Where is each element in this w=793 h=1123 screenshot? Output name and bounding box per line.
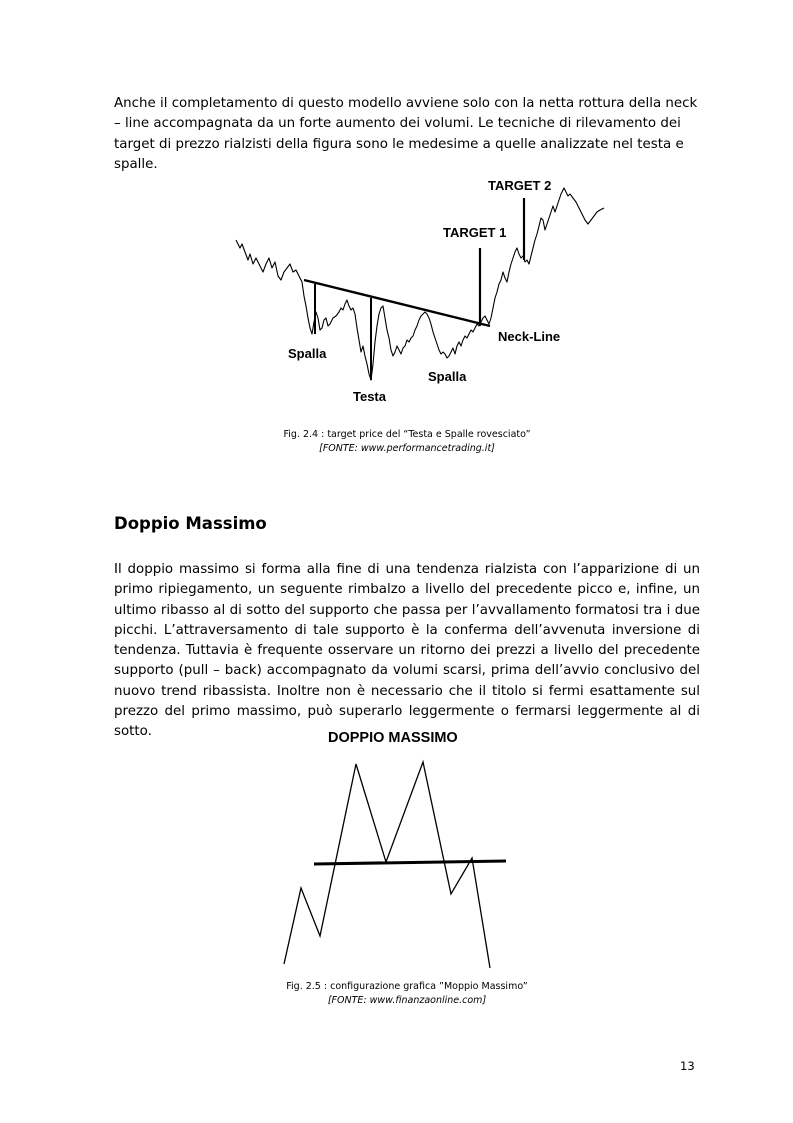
target2-label: TARGET 2 [488, 178, 552, 193]
figure2-caption-text: Fig. 2.5 : configurazione grafica ”Moppio Massimo” [286, 981, 528, 992]
support-line [314, 861, 506, 864]
page-number: 13 [680, 1059, 695, 1073]
paragraph-doppio-massimo: Il doppio massimo si forma alla fine di una tendenza rialzista con l’apparizione di un primo ripiegamento, un seguente rimbalzo a livello del precedente picco e, infine, un ultimo ribasso al di sotto del supporto che passa per l’avvallamento formatosi tra i due picchi. L’attraversamento di tale supporto è la conferma dell’avvenuta inversione di tendenza. Tuttavia è frequente osservare un ritorno dei prezzi a livello del precedente supporto (pull – back) accompagnato da volumi scarsi, prima dell’avvio conclusivo del nuovo trend ribassista. Inoltre non è necessario che il titolo si fermi esattamente sul prezzo del primo massimo, può superarlo leggermente o fermarsi leggermente al di sotto. [114, 562, 700, 740]
figure2-caption [114, 980, 700, 1007]
spalla-left-label: Spalla [288, 346, 327, 361]
figure1-caption-text: Fig. 2.4 : target price del “Testa e Spalle rovesciato” [283, 429, 531, 440]
figure1-source: [FONTE: www.performancetrading.it] [319, 442, 495, 454]
neckline-label: Neck-Line [498, 329, 561, 344]
inverse-head-shoulders-chart [228, 168, 612, 410]
figure1-caption [114, 428, 700, 455]
double-top-title: DOPPIO MASSIMO [328, 730, 458, 746]
figure-inverse-head-shoulders [228, 168, 612, 410]
testa-label: Testa [353, 389, 386, 404]
figure2-source: [FONTE: www.finanzaonline.com] [327, 994, 487, 1006]
figure-double-top [276, 722, 516, 976]
double-top-chart [276, 722, 516, 976]
section-heading: Doppio Massimo [114, 514, 267, 533]
spalla-right-label: Spalla [428, 369, 467, 384]
target1-label: TARGET 1 [443, 225, 507, 240]
paragraph-neckline: Anche il completamento di questo modello avviene solo con la netta rottura della neck – line accompagnata da un forte aumento dei volumi. Le tecniche di rilevamento dei target di prezzo rialzisti della figura sono le medesime a quelle analizzate nel testa e spalle. [114, 96, 698, 172]
